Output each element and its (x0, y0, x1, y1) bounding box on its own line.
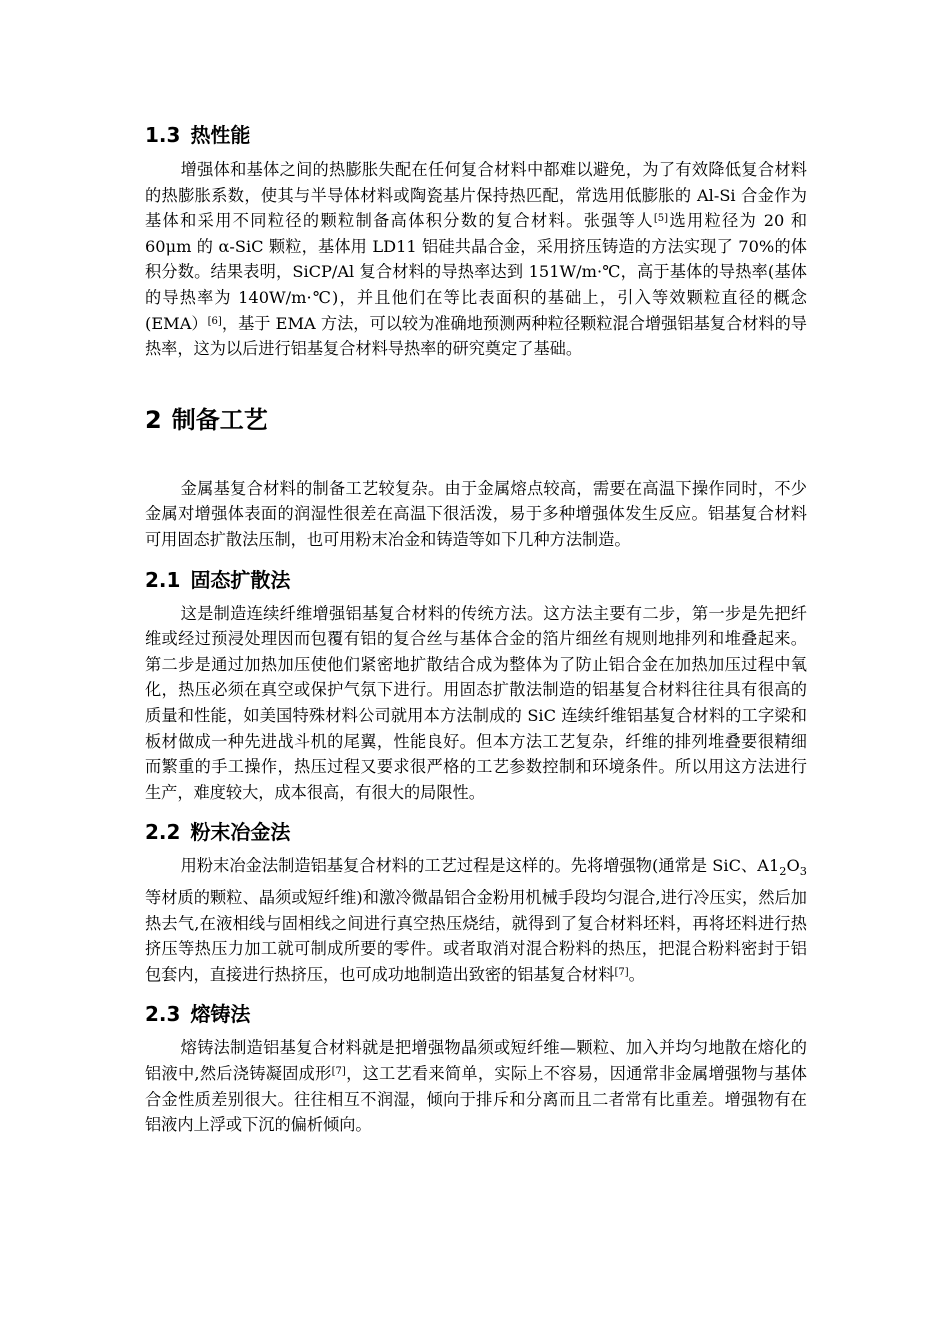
section-2-1-paragraph: 这是制造连续纤维增强铝基复合材料的传统方法。这方法主要有二步，第一步是先把纤维或经过预浸处理因而包覆有铝的复合丝与基体合金的箔片细丝有规则地排列和堆叠起来。第二步是通过加热加压使他们紧密地扩散结合成为整体为了防止铝合金在加热加压过程中氧化，热压必须在真空或保护气氛下进行。用固态扩散法制造的铝基复合材料往往具有很高的质量和性能，如美国特殊材料公司就用本方法制成的 SiC 连续纤维铝基复合材料的工字梁和板材做成一种先进战斗机的尾翼，性能良好。但本方法工艺复杂，纤维的排列堆叠要很精细而繁重的手工操作，热压过程又要求很严格的工艺参数控制和环境条件。所以用这方法进行生产，难度较大，成本很高，有很大的局限性。 (145, 603, 807, 802)
text-run: O (786, 856, 800, 876)
text-run: 增强体和基体之间的热膨胀失配在任何复合材料中都难以避免，为了有效降低复合材料的热膨胀系数，使其与半导体材料或陶瓷基片保持热匹配，常选用低膨胀的 Al-Si 合金作为基体和采用不同粒径的颗粒制备高体积分数的复合材料。张强等人 (145, 160, 807, 231)
citation-ref: [7] (331, 1066, 346, 1078)
section-2-2-heading (145, 815, 807, 849)
text-run: 用粉末冶金法制造铝基复合材料的工艺过程是这样的。先将增强物(通常是 SiC、A1 (180, 856, 780, 876)
section-number: 2.3 (145, 1002, 181, 1027)
section-1-3-paragraph (145, 157, 807, 362)
section-2-2-paragraph (145, 853, 807, 987)
subscript: 2 (779, 864, 787, 879)
citation-ref: [5] (653, 213, 669, 225)
text-run: ，基于 EMA 方法，可以较为准确地预测两种粒径颗粒混合增强铝基复合材料的导热率，这为以后进行铝基复合材料导热率的研究奠定了基础。 (145, 313, 807, 359)
citation-ref: [6] (207, 315, 222, 327)
subscript: 3 (799, 864, 807, 879)
text-run: 选用粒径为 20 和 60μm 的 α-SiC 颗粒，基体用 LD11 铝硅共晶合金，采用挤压铸造的方法实现了 70%的体积分数。结果表明，SiCP/Al 复合材料的导热率达到 151W/m·℃，高于基体的导热率(基体的导热率为 140W/m·℃)，并且他们在等比表面积的基础上，引入等效颗粒直径的概念(EMA） (145, 211, 808, 333)
section-2-paragraph: 金属基复合材料的制备工艺较复杂。由于金属熔点较高，需要在高温下操作同时，不少金属对增强体表面的润湿性很差在高温下很活泼，易于多种增强体发生反应。铝基复合材料可用固态扩散法压制，也可用粉末冶金和铸造等如下几种方法制造。 (145, 478, 807, 549)
section-number: 1.3 (145, 123, 181, 147)
section-1-3-heading (145, 118, 807, 152)
page-content (145, 118, 807, 1138)
section-title: 粉末冶金法 (190, 820, 291, 845)
text-run: ，这工艺看来简单，实际上不容易，因通常非金属增强物与基体合金性质差别很大。往往相互不润湿，倾向于排斥和分离而且二者常有比重差。增强物有在铝液内上浮或下沉的偏析倾向。 (145, 1064, 807, 1135)
section-number: 2 (145, 405, 162, 434)
section-number: 2.2 (145, 820, 181, 845)
section-number: 2.1 (145, 567, 181, 592)
section-2-3-paragraph (145, 1035, 807, 1137)
section-title: 制备工艺 (171, 405, 268, 434)
section-2-1-heading (145, 563, 807, 597)
text-run: 。 (628, 964, 645, 984)
section-2-heading (145, 400, 807, 440)
section-2-3-heading (145, 997, 807, 1031)
section-title: 固态扩散法 (190, 567, 291, 592)
text-run: 等材质的颗粒、晶须或短纤维)和激冷微晶铝合金粉用机械手段均匀混合,进行冷压实，然后加热去气,在液相线与固相线之间进行真空热压烧结，就得到了复合材料坯料，再将坯料进行热挤压等热压力加工就可制成所要的零件。或者取消对混合粉料的热压，把混合粉料密封于铝包套内，直接进行热挤压，也可成功地制造出致密的铝基复合材料 (145, 888, 807, 984)
section-title: 热性能 (190, 123, 251, 147)
section-title: 熔铸法 (190, 1002, 251, 1027)
text-run: 熔铸法制造铝基复合材料就是把增强物晶须或短纤维—颗粒、加入并均匀地散在熔化的铝液中,然后浇铸凝固成形 (145, 1038, 807, 1084)
citation-ref: [7] (614, 966, 629, 978)
